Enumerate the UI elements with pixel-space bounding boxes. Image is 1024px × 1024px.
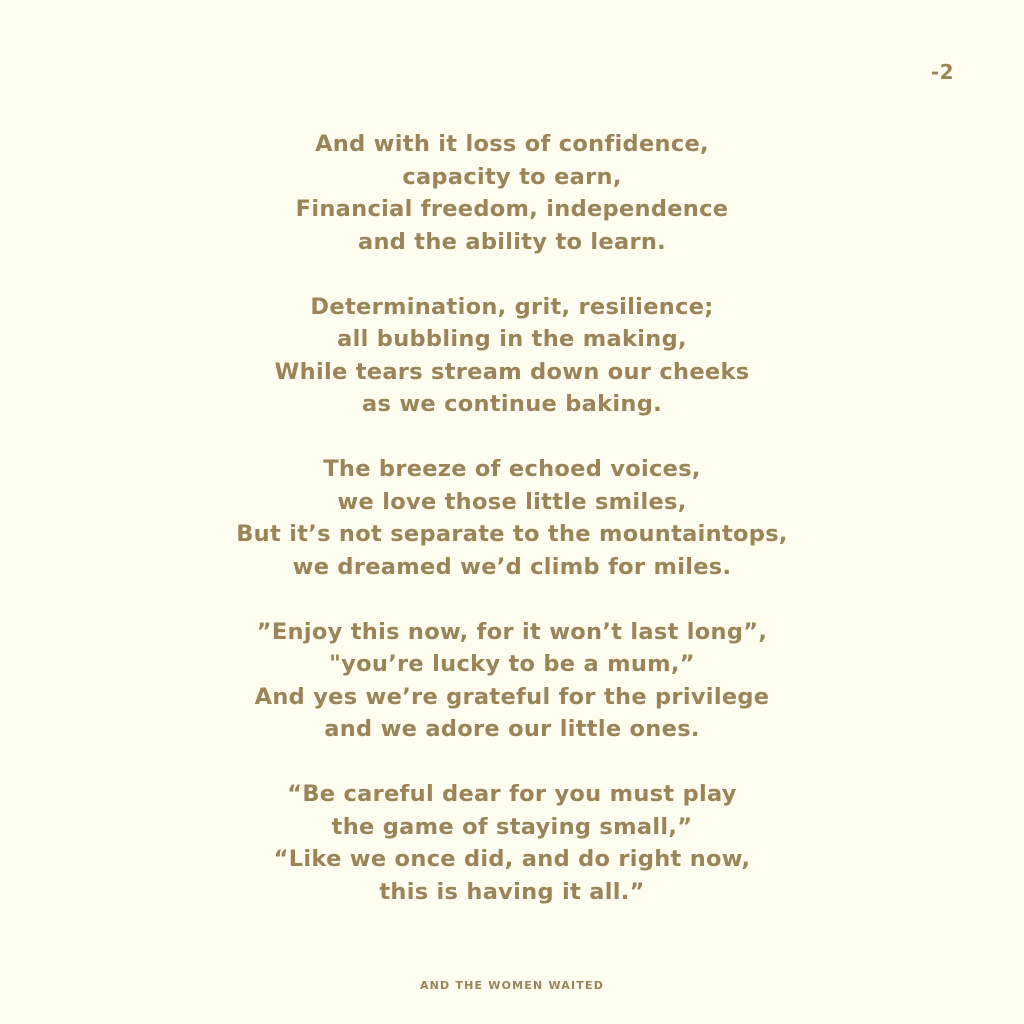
poem-line: But it’s not separate to the mountaintops, — [236, 521, 788, 547]
poem — [0, 128, 1024, 941]
poem-line: the game of staying small,” — [331, 813, 693, 840]
poem-line: And with it loss of confidence, — [315, 131, 709, 157]
poem-line: we dreamed we’d climb for miles. — [292, 553, 732, 580]
poem-line: While tears stream down our cheeks — [274, 358, 750, 385]
stanza-3 — [0, 453, 1024, 583]
poem-line: Determination, grit, resilience; — [310, 293, 714, 320]
poem-line: Financial freedom, independence — [295, 196, 729, 222]
stanza-4 — [0, 616, 1024, 746]
poem-line: "you’re lucky to be a mum,” — [329, 651, 695, 677]
poem-line: and we adore our little ones. — [324, 716, 700, 742]
book-title-footer: AND THE WOMEN WAITED — [419, 979, 605, 992]
page-number: -2 — [930, 60, 954, 84]
poem-line: “Like we once did, and do right now, — [273, 846, 751, 872]
stanza-5 — [0, 778, 1024, 908]
poem-line: and the ability to learn. — [357, 228, 667, 255]
poem-line: we love those little smiles, — [337, 488, 687, 515]
stanza-1 — [0, 128, 1024, 258]
stanza-2 — [0, 291, 1024, 421]
poem-line: this is having it all.” — [379, 878, 645, 905]
poem-line: ”Enjoy this now, for it won’t last long”, — [256, 618, 768, 645]
poem-line: all bubbling in the making, — [337, 326, 687, 352]
poem-line: capacity to earn, — [402, 163, 622, 190]
poem-line: The breeze of echoed voices, — [323, 456, 701, 482]
poem-line: “Be careful dear for you must play — [287, 781, 737, 807]
poem-line: And yes we’re grateful for the privilege — [254, 683, 770, 710]
poem-line: as we continue baking. — [362, 391, 662, 417]
